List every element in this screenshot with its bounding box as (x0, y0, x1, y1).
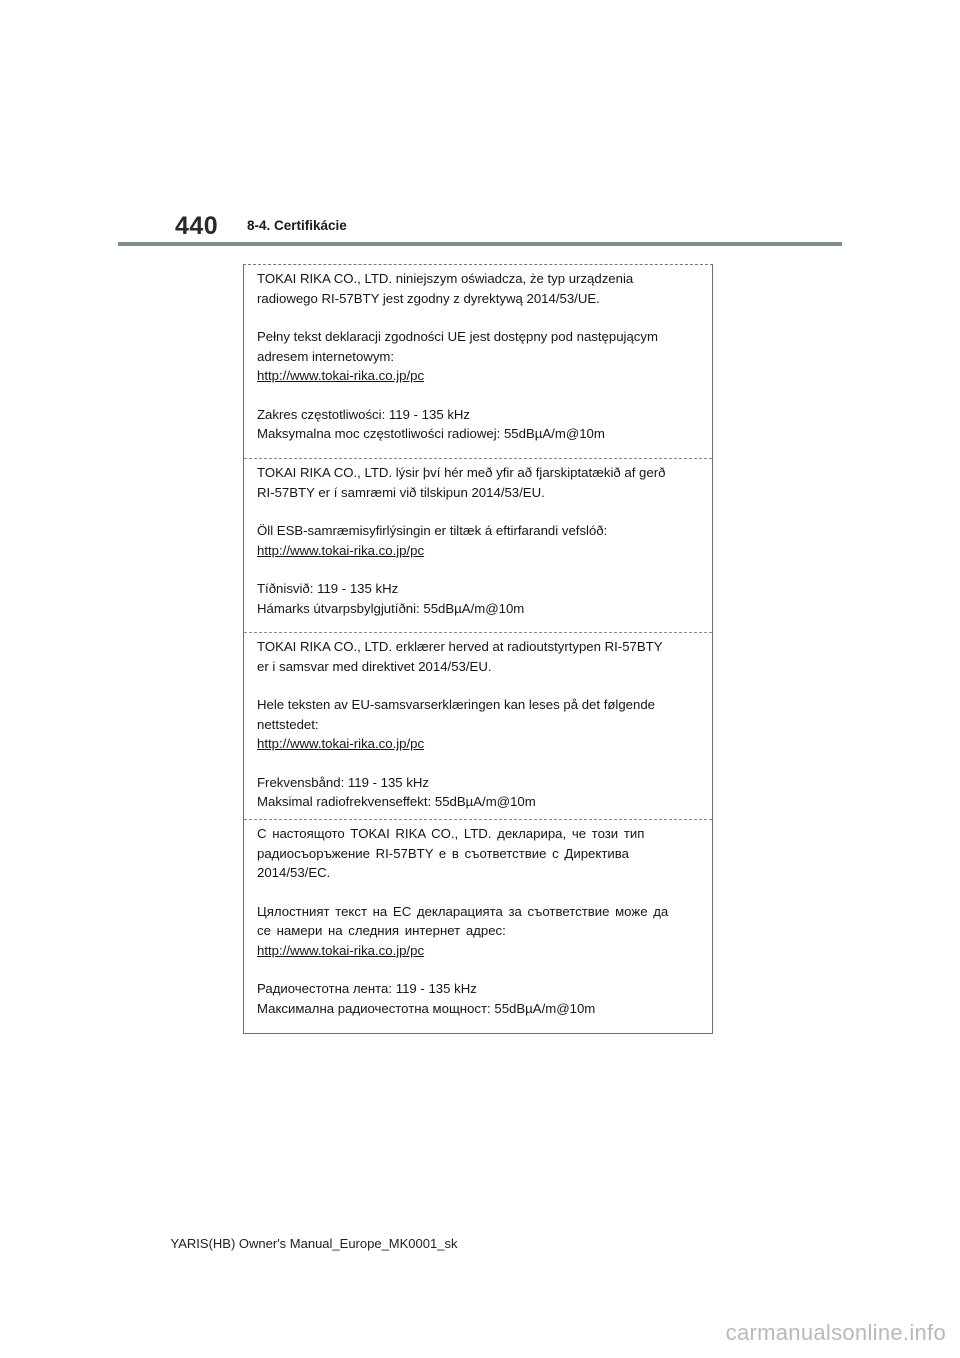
declaration-line: 2014/53/ЕС. (257, 865, 331, 880)
declaration-url-link[interactable]: http://www.tokai-rika.co.jp/pc (257, 736, 425, 751)
declaration-line: радиосъоръжение RI-57BTY е в съответствие с Директива (257, 845, 629, 861)
declaration-block-bulgarian (244, 820, 712, 1018)
max-power: Максимална радиочестотна мощност: 55dBµA/m@10m (257, 1000, 596, 1016)
full-text-line: nettstedet: (257, 716, 319, 732)
full-text-line: adresem internetowym: (257, 348, 395, 364)
header-rule (118, 242, 842, 246)
full-text-line: се намери на следния интернет адрес: (257, 923, 506, 938)
max-power: Hámarks útvarpsbylgjutíðni: 55dBµA/m@10m (257, 600, 525, 616)
watermark: carmanualsonline.info (725, 1320, 946, 1345)
frequency-range: Frekvensbånd: 119 - 135 kHz (257, 774, 430, 790)
declaration-url-link[interactable]: http://www.tokai-rika.co.jp/pc (257, 942, 425, 958)
max-power: Maksimal radiofrekvenseffekt: 55dBµA/m@10m (257, 794, 536, 809)
declaration-block-norwegian (244, 633, 712, 812)
declaration-line: TOKAI RIKA CO., LTD. erklærer herved at radioutstyrtypen RI-57BTY (257, 639, 663, 654)
frequency-range: Zakres częstotliwości: 119 - 135 kHz (257, 406, 471, 422)
declaration-block-polish (244, 265, 712, 444)
frequency-range: Радиочестотна лента: 119 - 135 kHz (257, 981, 477, 996)
declaration-url-link[interactable]: http://www.tokai-rika.co.jp/pc (257, 542, 425, 558)
full-text-line: Öll ESB-samræmisyfirlýsingin er tiltæk á eftirfarandi vefslóð: (257, 523, 608, 538)
full-text-line: Hele teksten av EU-samsvarserklæringen kan leses på det følgende (257, 697, 656, 712)
section-title: 8-4. Certifikácie (247, 218, 347, 233)
declaration-line: С настоящото TOKAI RIKA CO., LTD. декларира, че този тип (257, 826, 645, 841)
max-power: Maksymalna moc częstotliwości radiowej: 55dBµA/m@10m (257, 426, 605, 441)
declaration-scan (243, 264, 713, 1034)
declaration-line: er i samsvar med direktivet 2014/53/EU. (257, 658, 492, 674)
declaration-block-icelandic (244, 459, 712, 618)
page-number: 440 (175, 212, 219, 240)
declaration-url-link[interactable]: http://www.tokai-rika.co.jp/pc (257, 368, 425, 383)
declaration-line: RI-57BTY er í samræmi við tilskipun 2014/53/EU. (257, 484, 545, 500)
declaration-line: radiowego RI-57BTY jest zgodny z dyrektywą 2014/53/UE. (257, 290, 600, 306)
declaration-line: TOKAI RIKA CO., LTD. lýsir því hér með yfir að fjarskiptatækið af gerð (257, 465, 666, 480)
full-text-line: Цялостният текст на ЕС декларацията за съответствие може да (257, 903, 669, 919)
full-text-line: Pełny tekst deklaracji zgodności UE jest dostępny pod następującym (257, 329, 658, 344)
document-id: YARIS(HB) Owner's Manual_Europe_MK0001_sk (170, 1236, 458, 1251)
frequency-range: Tíðnisvið: 119 - 135 kHz (257, 581, 399, 596)
declaration-line: TOKAI RIKA CO., LTD. niniejszym oświadcza, że typ urządzenia (257, 271, 634, 286)
